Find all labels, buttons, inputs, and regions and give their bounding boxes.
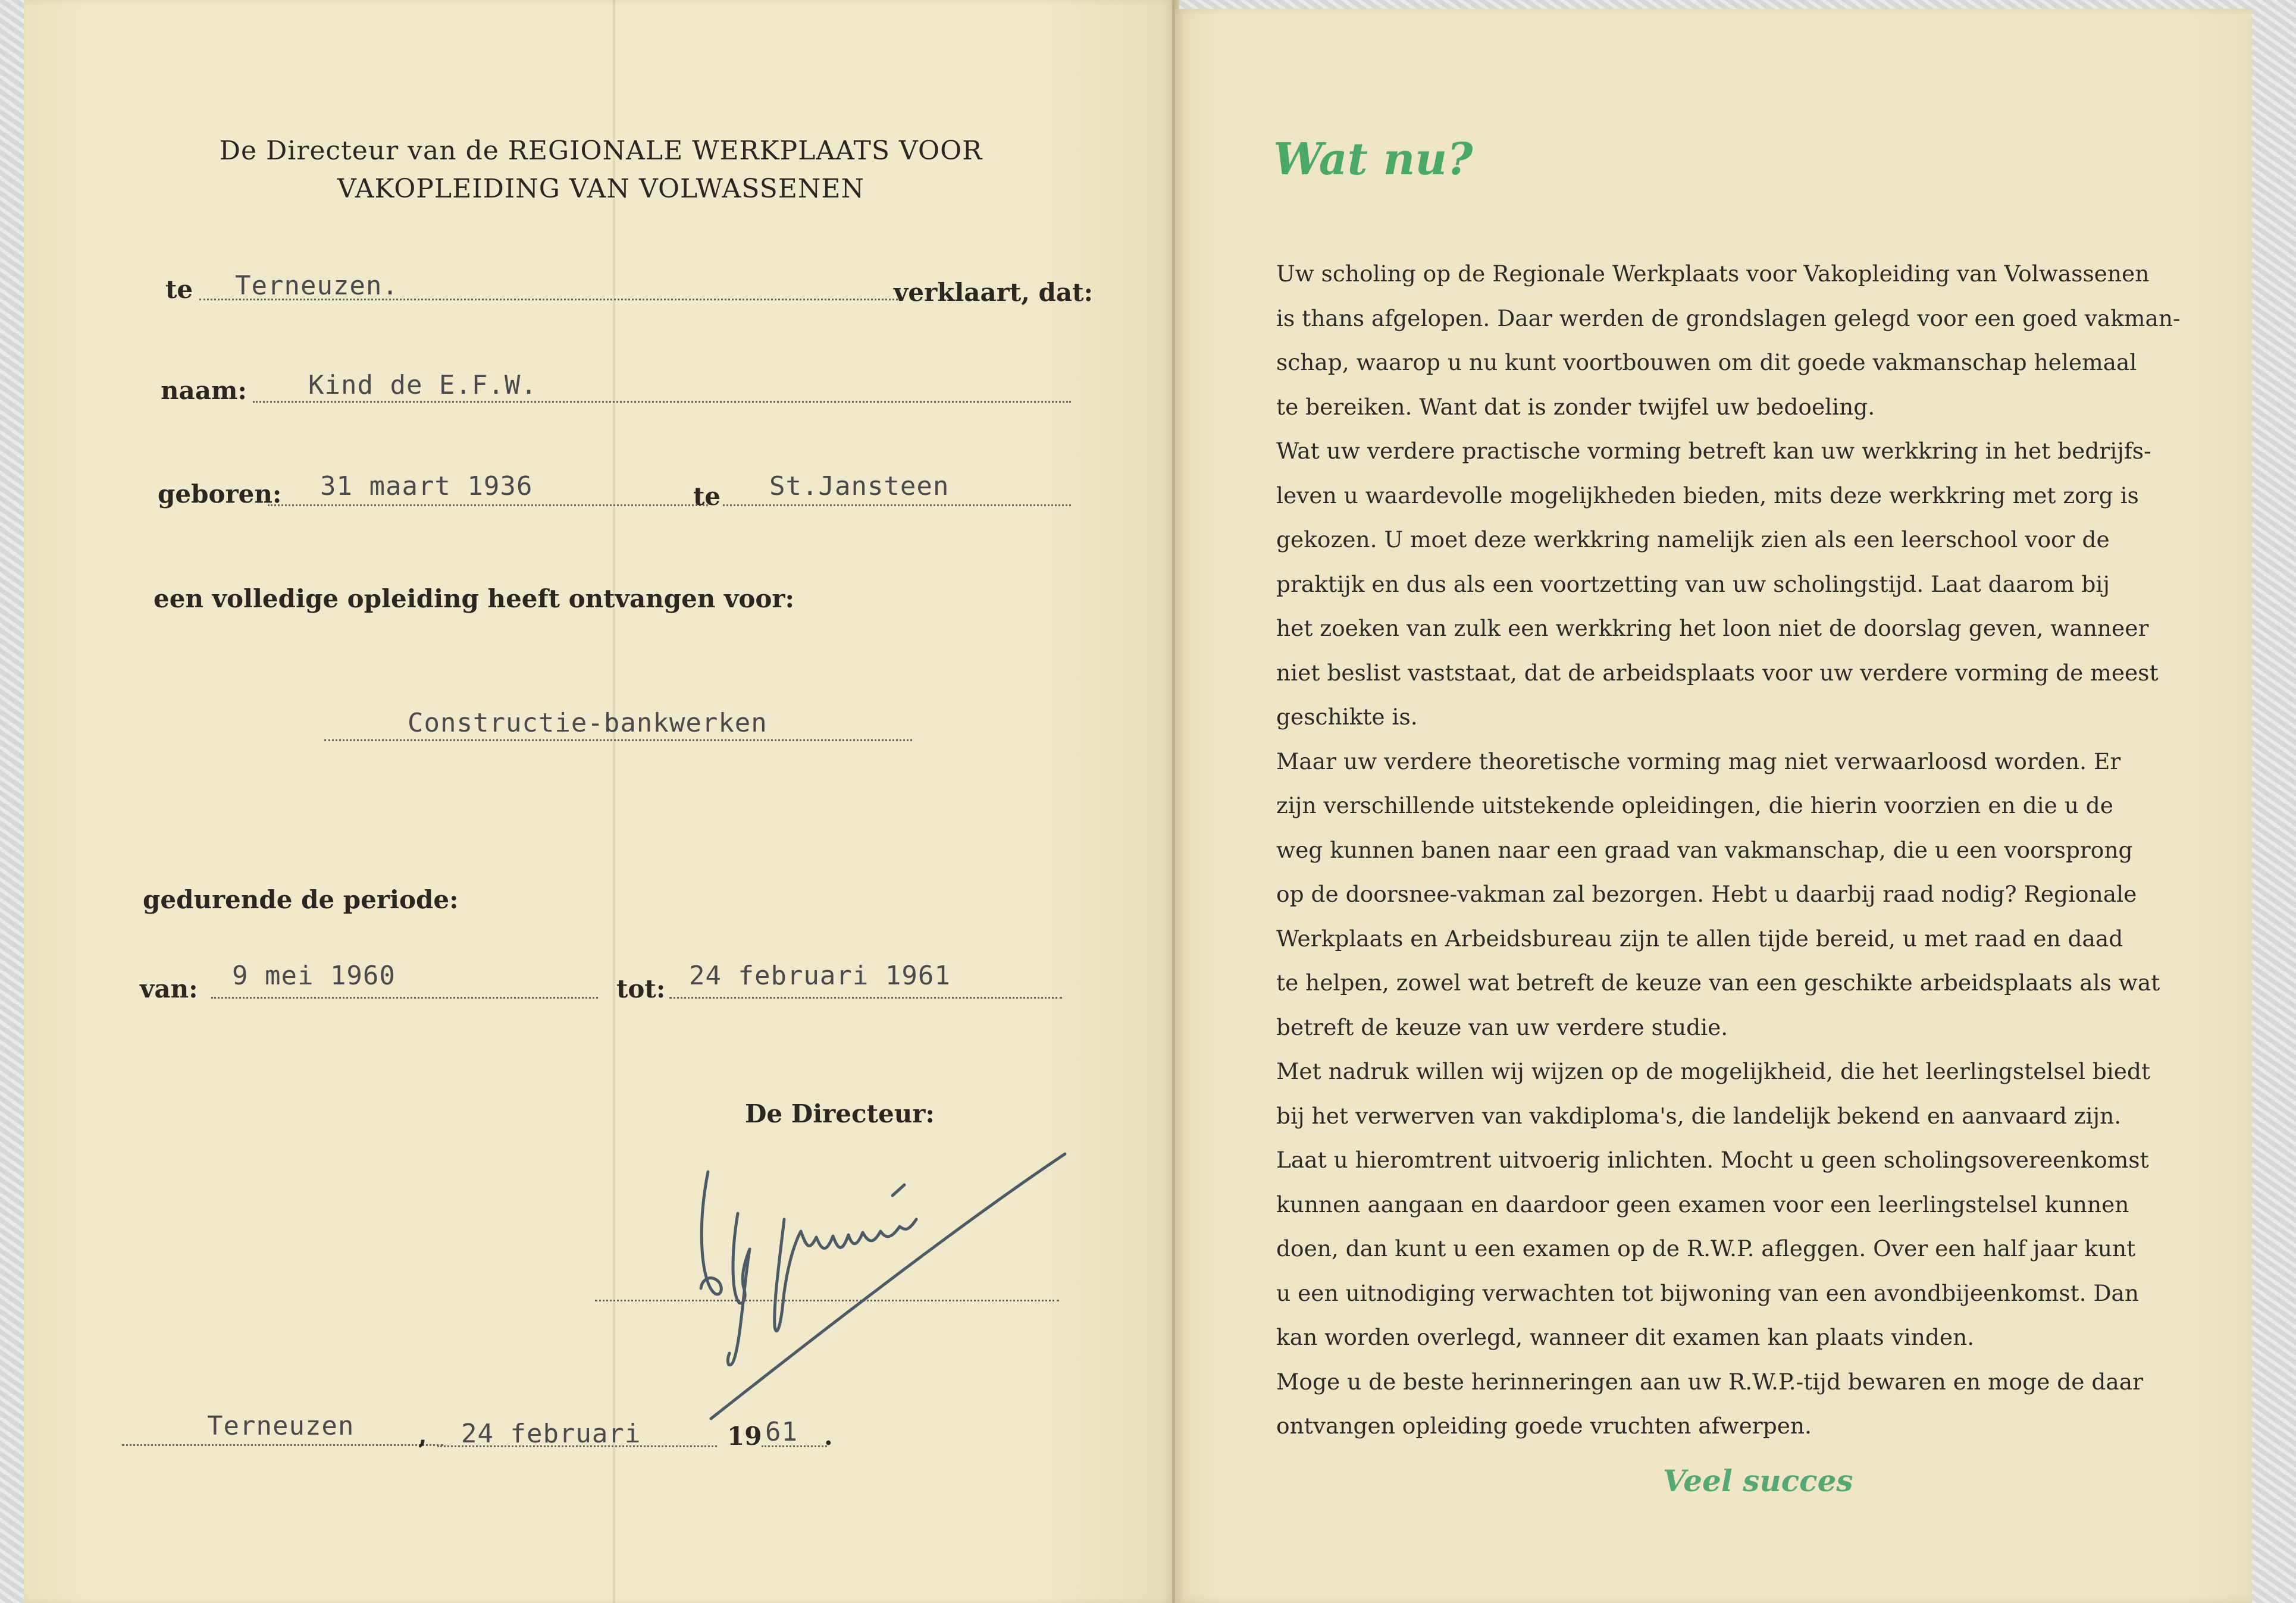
page-title: Wat nu? [1273, 134, 1473, 185]
verklaart-label: verklaart, dat: [894, 278, 1093, 307]
text-line: Moge u de beste herinneringen aan uw R.W.P.-tijd bewaren en moge de daar [1276, 1368, 2143, 1395]
text-line: bij het verwerven van vakdiploma's, die landelijk bekend en aanvaard zijn. [1276, 1102, 2122, 1129]
tot-label: tot: [616, 974, 666, 1003]
opleiding-label: een volledige opleiding heeft ontvangen voor: [154, 584, 795, 613]
text-line: het zoeken van zulk een werkkring het loon niet de doorslag geven, wanneer [1276, 615, 2149, 641]
text-line: schap, waarop u nu kunt voortbouwen om dit goede vakmanschap helemaal [1276, 349, 2137, 375]
geboren-te-dotted-line [723, 504, 1071, 506]
text-line: geschikte is. [1276, 704, 1418, 730]
place-value: Terneuzen [207, 1411, 355, 1441]
closing-text: Veel succes [1663, 1463, 1853, 1498]
geboren-te-value: St.Jansteen [769, 471, 950, 501]
year-prefix: 19 [727, 1422, 762, 1451]
tot-value: 24 februari 1961 [689, 961, 951, 991]
paper-fold [613, 0, 615, 1603]
geboren-dotted-line [268, 504, 708, 506]
text-line: kan worden overlegd, wanneer dit examen kan plaats vinden. [1276, 1324, 1975, 1350]
text-line: Werkplaats en Arbeidsbureau zijn te allen tijde bereid, u met raad en daad [1276, 925, 2123, 952]
text-line: betreft de keuze van uw verdere studie. [1276, 1014, 1728, 1040]
geboren-label: geboren: [158, 479, 282, 509]
te-value: Terneuzen. [235, 271, 399, 301]
period: . [824, 1422, 833, 1451]
van-value: 9 mei 1960 [232, 961, 396, 991]
text-line: ontvangen opleiding goede vruchten afwerpen. [1276, 1413, 1812, 1439]
periode-label: gedurende de periode: [143, 885, 459, 914]
text-line: weg kunnen banen naar een graad van vakmanschap, die u een voorsprong [1276, 836, 2133, 863]
van-label: van: [140, 974, 198, 1003]
naam-value: Kind de E.F.W. [308, 370, 537, 400]
text-line: Uw scholing op de Regionale Werkplaats voor Vakopleiding van Volwassenen [1276, 261, 2150, 287]
naam-label: naam: [161, 376, 247, 405]
advice-text [1276, 252, 2187, 1448]
text-line: te helpen, zowel wat betreft de keuze van een geschikte arbeidsplaats als wat [1276, 970, 2160, 996]
text-line: is thans afgelopen. Daar werden de grondslagen gelegd voor een goed vakman- [1276, 305, 2181, 331]
geboren-value: 31 maart 1936 [320, 471, 533, 501]
text-line: kunnen aangaan en daardoor geen examen voor een leerlingstelsel kunnen [1276, 1191, 2129, 1218]
tot-dotted-line [669, 997, 1062, 999]
text-line: leven u waardevolle mogelijkheden bieden, mits deze werkkring met zorg is [1276, 482, 2139, 509]
heading-line-2: VAKOPLEIDING VAN VOLWASSENEN [337, 174, 865, 204]
text-line: gekozen. U moet deze werkkring namelijk zien als een leerschool voor de [1276, 526, 2110, 553]
director-signature [684, 1148, 1148, 1428]
text-line: te bereiken. Want dat is zonder twijfel uw bedoeling. [1276, 393, 1875, 420]
text-line: Maar uw verdere theoretische vorming mag niet verwaarloosd worden. Er [1276, 748, 2121, 774]
text-line: Laat u hieromtrent uitvoerig inlichten. Mocht u geen scholingsovereenkomst [1276, 1147, 2149, 1173]
text-line: op de doorsnee-vakman zal bezorgen. Hebt u daarbij raad nodig? Regionale [1276, 881, 2137, 907]
text-line: doen, dan kunt u een examen op de R.W.P. afleggen. Over een half jaar kunt [1276, 1235, 2136, 1262]
date-value: 24 februari [461, 1419, 641, 1449]
heading-line-1: De Directeur van de REGIONALE WERKPLAATS VOOR [219, 136, 983, 166]
van-dotted-line [211, 997, 598, 999]
opleiding-dotted-line [324, 739, 912, 741]
text-line: Met nadruk willen wij wijzen op de mogelijkheid, die het leerlingstelsel biedt [1276, 1058, 2151, 1084]
year-suffix: 61 [765, 1417, 798, 1447]
text-line: praktijk en dus als een voortzetting van uw scholingstijd. Laat daarom bij [1276, 570, 2110, 597]
text-line: u een uitnodiging verwachten tot bijwoning van een avondbijeenkomst. Dan [1276, 1279, 2140, 1306]
directeur-label: De Directeur: [745, 1099, 935, 1128]
place-dotted-line [122, 1444, 443, 1446]
opleiding-value: Constructie-bankwerken [408, 708, 768, 738]
text-line: Wat uw verdere practische vorming betreft kan uw werkkring in het bedrijfs- [1276, 438, 2151, 464]
te-label: te [165, 275, 193, 304]
text-line: zijn verschillende uitstekende opleidingen, die hierin voorzien en die u de [1276, 792, 2113, 818]
certificate-page [24, 0, 1172, 1603]
advice-page [1175, 9, 2252, 1603]
comma: , [418, 1420, 427, 1450]
naam-dotted-line [253, 401, 1071, 403]
text-line: niet beslist vaststaat, dat de arbeidsplaats voor uw verdere vorming de meest [1276, 659, 2159, 686]
geboren-te-label: te [693, 482, 721, 511]
